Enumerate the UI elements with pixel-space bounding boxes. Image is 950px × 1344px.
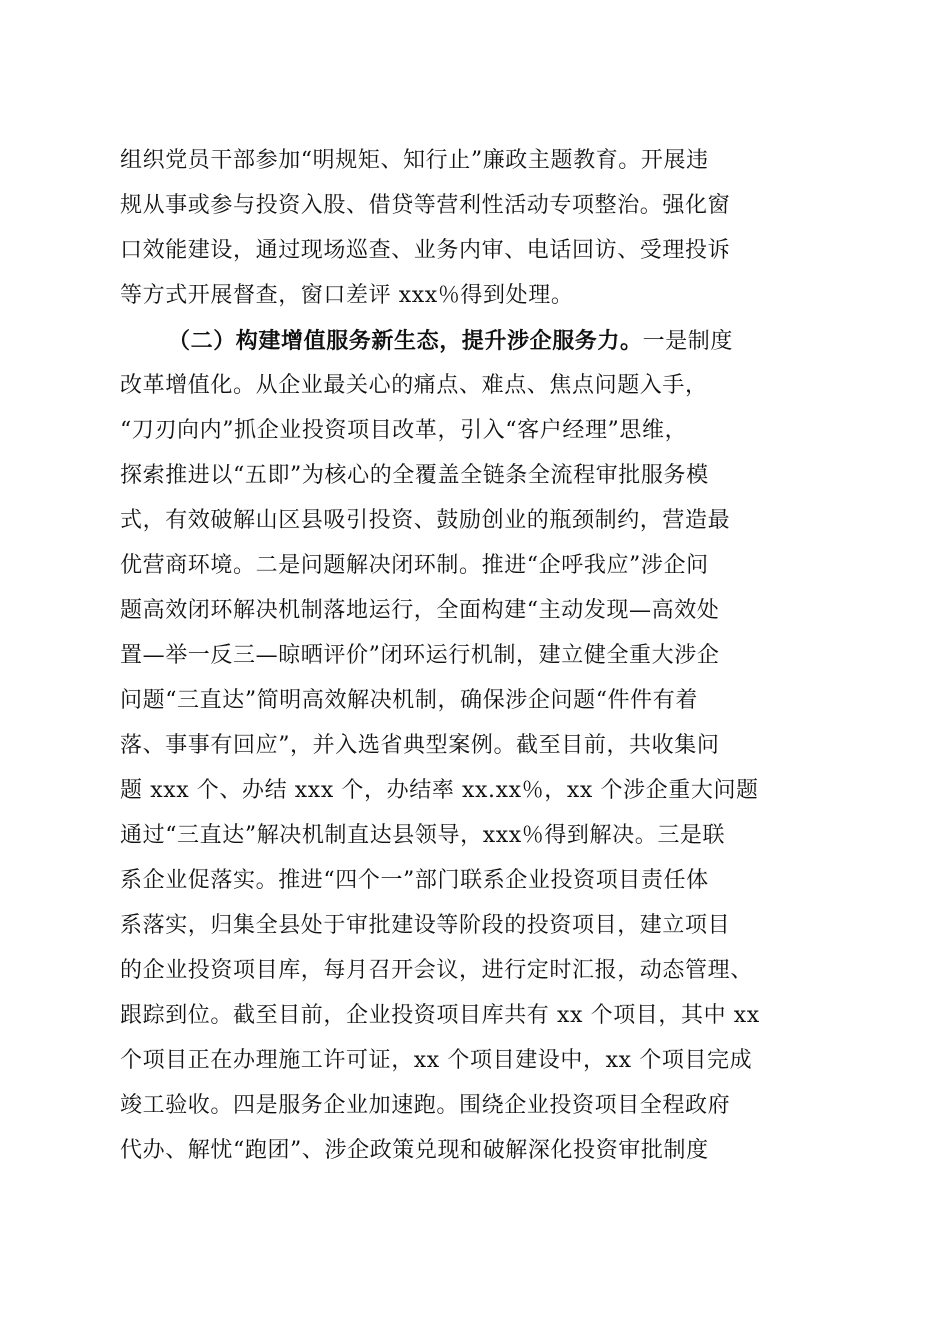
line-text: 规从事或参与投资入股、借贷等营利性活动专项整治。强化窗 — [120, 193, 731, 218]
text-line — [120, 681, 825, 721]
text-line — [120, 411, 825, 451]
text-line — [120, 771, 825, 811]
line-text: 一是制度 — [642, 329, 734, 354]
text-line — [120, 276, 825, 316]
line-text: 题高效闭环解决机制落地运行，全面构建“主动发现—高效处 — [120, 598, 720, 623]
text-line — [120, 591, 825, 631]
text-line — [120, 861, 825, 901]
text-line — [120, 636, 825, 676]
line-text: 通过“三直达”解决机制直达县领导，xxx％得到解决。三是联 — [120, 823, 726, 848]
text-line — [120, 546, 825, 586]
section-heading: （二）构建增值服务新生态，提升涉企服务力。 — [168, 328, 643, 354]
text-line — [120, 141, 825, 181]
text-line — [120, 501, 825, 541]
line-text: 式，有效破解山区县吸引投资、鼓励创业的瓶颈制约，营造最 — [120, 508, 731, 533]
line-text: 的企业投资项目库，每月召开会议，进行定时汇报，动态管理、 — [120, 958, 753, 983]
line-text: 改革增值化。从企业最关心的痛点、难点、焦点问题入手， — [120, 373, 708, 398]
text-line — [120, 1041, 825, 1081]
line-text: 系落实，归集全县处于审批建设等阶段的投资项目，建立项目 — [120, 913, 731, 938]
text-line — [120, 951, 825, 991]
line-text: 置—举一反三—晾晒评价”闭环运行机制，建立健全重大涉企 — [120, 643, 720, 668]
text-line — [120, 366, 825, 406]
line-text: “刀刃向内”抓企业投资项目改革，引入“客户经理”思维， — [120, 418, 688, 443]
line-text: 探索推进以“五即”为核心的全覆盖全链条全流程审批服务模 — [120, 463, 709, 488]
line-text: 落、事事有回应”，并入选省典型案例。截至目前，共收集问 — [120, 733, 720, 758]
line-text: 口效能建设，通过现场巡查、业务内审、电话回访、受理投诉 — [120, 238, 731, 263]
line-text: 等方式开展督查，窗口差评 xxx％得到处理。 — [120, 283, 574, 308]
line-text: 问题“三直达”简明高效解决机制，确保涉企问题“件件有着 — [120, 688, 698, 713]
text-line — [120, 726, 825, 766]
line-text: 题 xxx 个、办结 xxx 个，办结率 xx.xx％，xx 个涉企重大问题 — [120, 778, 759, 803]
section-heading-line — [168, 321, 825, 361]
text-line — [120, 1131, 825, 1171]
text-line — [120, 186, 825, 226]
line-text: 竣工验收。四是服务企业加速跑。围绕企业投资项目全程政府 — [120, 1093, 731, 1118]
text-line — [120, 456, 825, 496]
line-text: 个项目正在办理施工许可证，xx 个项目建设中，xx 个项目完成 — [120, 1048, 753, 1073]
line-text: 代办、解忧“跑团”、涉企政策兑现和破解深化投资审批制度 — [120, 1138, 709, 1163]
line-text: 组织党员干部参加“明规矩、知行止”廉政主题教育。开展违 — [120, 148, 709, 173]
line-text: 系企业促落实。推进“四个一”部门联系企业投资项目责任体 — [120, 868, 709, 893]
text-line — [120, 996, 825, 1036]
text-line — [120, 231, 825, 271]
text-line — [120, 816, 825, 856]
text-line — [120, 1086, 825, 1126]
line-text: 跟踪到位。截至目前，企业投资项目库共有 xx 个项目，其中 xx — [120, 1003, 760, 1028]
line-text: 优营商环境。二是问题解决闭环制。推进“企呼我应”涉企问 — [120, 553, 709, 578]
text-line — [120, 906, 825, 946]
